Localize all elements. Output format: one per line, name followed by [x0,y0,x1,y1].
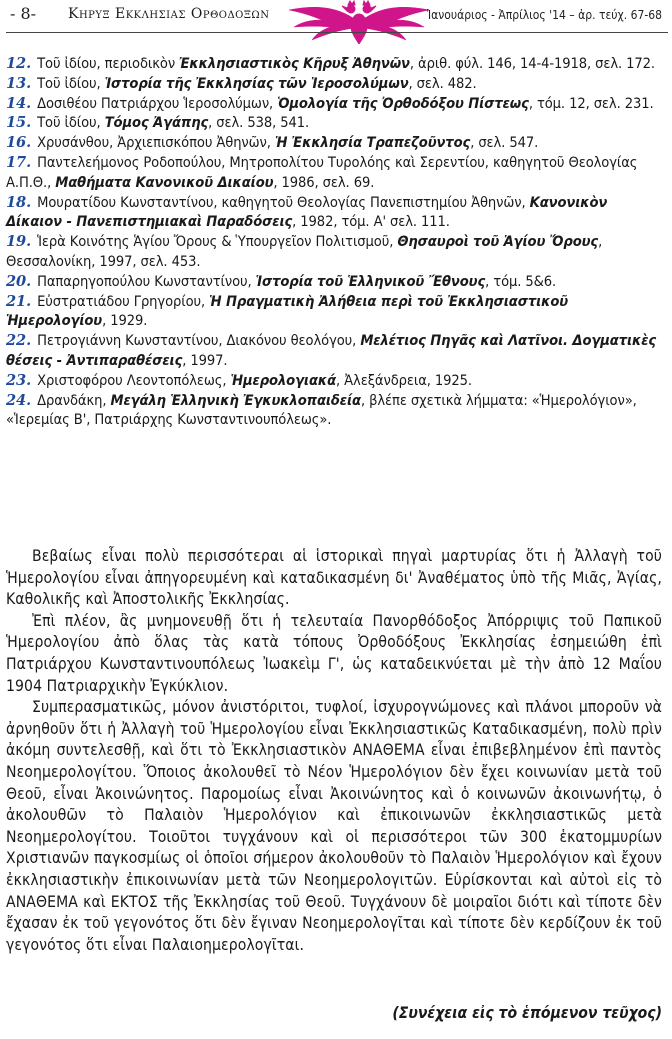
footnote-text: , 1929. [102,312,148,330]
footnote-text: , Θεσσαλονίκη, 1997, σελ. 453. [6,233,603,270]
footnote-number: 17. [6,153,32,171]
page-header [6,0,668,54]
footnote-text: Μουρατίδου Κωνσταντίνου, καθηγητοῦ Θεολογίας Πανεπιστημίου Ἀθηνῶν, [37,193,530,211]
footnote-item [6,54,662,74]
footnote-number: 22. [6,332,32,350]
issue-info: Ἰανουάριος - Ἀπρίλιος '14 – ἀρ. τεύχ. 67-68 [426,8,662,22]
double-headed-eagle-icon [284,0,434,44]
footnote-item [6,391,662,431]
footnote-text: Δρανδάκη, [37,391,111,409]
continued-note: (Συνέχεια εἰς τὸ ἑπόμενον τεῦχος) [392,1004,662,1022]
footnote-text: Χριστοφόρου Λεοντοπόλεως, [37,371,231,389]
footnote-title: Μαθήματα Κανονικοῦ Δικαίου [55,173,274,191]
footnote-text: , 1986, σελ. 69. [273,173,375,191]
footnote-text: , σελ. 538, 541. [208,114,310,132]
footnote-text: Τοῦ ἰδίου, [37,114,105,132]
body-paragraph: Συμπερασματικῶς, μόνον ἀνιστόριτοι, τυφλοί, ἰσχυρογνώμονες καὶ πλάνοι μποροῦν νὰ ἀρνηθοῦν ὅτι ἡ Ἀλλαγὴ τοῦ Ἡμερολογίου εἶναι Ἐκκλησιαστικῶς Καταδικασμένη, πολὺ πρὶν ἀκόμη συντελεσθῇ, καὶ ὅτι τὸ Ἐκκλησιαστικὸν ΑΝΑΘΕΜΑ εἶναι ἐπιβεβλημένον ἐπὶ παντὸς Νεοημερολογίτου. Ὅποιος ἀκολουθεῖ τὸ Νέον Ἡμερολόγιον δὲν ἔχει κοινωνίαν μετὰ τοῦ Θεοῦ, εἶναι Ἀκοινώνητος. Παρομοίως εἶναι Ἀκοινώνητος καὶ ὁ κοινωνῶν ἀκοινωνήτῳ, ὁ ἀκολουθῶν τὸ Παλαιὸν Ἡμερολόγιον καὶ ἐπικοινωνῶν ἐκκλησιαστικῶς μετὰ Νεοημερολογίτου. Τοιοῦτοι τυγχάνουν καὶ οἱ περισσότεροι τῶν 300 ἑκατομμυρίων Χριστιανῶν παγκοσμίως οἱ ὁποῖοι σήμερον ἀκολουθοῦν τὸ Παλαιὸν Ἡμερολόγιον καὶ ἔχουν ἐκκλησιαστικὴν ἐπικοινωνίαν μετὰ τῶν Νεοημερολογιτῶν. Εὑρίσκονται καὶ αὐτοὶ εἰς τὸ ΑΝΑΘΕΜΑ καὶ ΕΚΤΟΣ τῆς Ἐκκλησίας τοῦ Θεοῦ. Τυγχάνουν δὲ μοιραῖοι διότι καὶ τίποτε δὲν ἔχασαν ἐκ τοῦ γεγονότος ὅτι δὲν ἔγιναν Νεοημερολογῖται καὶ τίποτε δὲν κερδίζουν ἐκ τοῦ γεγονότος ὅτι εἶναι Παλαιοημερολογῖται. [6,698,662,954]
footnote-title: Ὁμολογία τῆς Ὀρθοδόξου Πίστεως [277,94,529,112]
footnote-title: Κανονικὸν Δίκαιον - Πανεπιστημιακαὶ Παραδόσεις [6,193,608,231]
footnote-text: Τοῦ ἰδίου, περιοδικὸν [37,55,180,72]
footnote-number: 14. [6,94,32,112]
footnote-number: 16. [6,134,32,152]
footnote-text: , σελ. 547. [470,134,539,152]
footnotes-list [6,54,662,430]
footnote-item [6,94,662,114]
footnote-text: Ἱερὰ Κοινότης Ἁγίου Ὄρους & Ὑπουργεῖον Πολιτισμοῦ, [37,233,398,251]
body-paragraph: Ἐπὶ πλέον, ἂς μνημονευθῇ ὅτι ἡ τελευταία Πανορθόδοξος Ἀπόρριψις τοῦ Παπικοῦ Ἡμερολογίου ἀπὸ ὅλας τὰς κατὰ τόπους Ὀρθοδόξους Ἐκκλησίας ἐσημειώθη ἐπὶ Πατριάρχου Κωνσταντινουπόλεως Ἰωακεὶμ Γ', ὡς καταδεικνύεται μὲ τὴν ἀπὸ 12 Μαΐου 1904 Πατριαρχικὴν Ἐγκύκλιον. [6,611,662,695]
footnote-number: 15. [6,114,32,132]
footnote-text: Δοσιθέου Πατριάρχου Ἱεροσολύμων, [37,94,278,112]
footnote-item [6,232,662,272]
footnote-title: Τόμος Ἀγάπης [104,114,209,132]
footnote-number: 21. [6,292,32,310]
body-paragraph: Βεβαίως εἶναι πολὺ περισσότεραι αἱ ἱστορικαὶ πηγαὶ μαρτυρίας ὅτι ἡ Ἀλλαγὴ τοῦ Ἡμερολογίου εἶναι ἀπηγορευμένη καὶ καταδικασμένη δι' Ἀναθέματος ὑπὸ τῆς Μιᾶς, Ἁγίας, Καθολικῆς καὶ Ἀποστολικῆς Ἐκκλησίας. [6,547,662,609]
footnote-text: , Ἀλεξάνδρεια, 1925. [336,371,472,389]
footnote-item [6,74,662,94]
footnote-item [6,153,662,193]
footnote-number: 18. [6,193,32,211]
footnote-item [6,371,662,391]
footnote-text: , σελ. 482. [408,74,477,92]
footnote-number: 13. [6,74,32,92]
footnote-item [6,331,662,371]
footnote-title: Ἐκκλησιαστικὸς Κῆρυξ Ἀθηνῶν [179,55,410,72]
footnote-number: 23. [6,371,32,389]
footnote-title: Μελέτιος Πηγᾶς καὶ Λατῖνοι. Δογματικὲς θέσεις - Ἀντιπαραθέσεις [6,332,657,369]
footnote-number: 19. [6,233,32,251]
footnote-text: Πετρογιάννη Κωνσταντίνου, Διακόνου θεολόγου, [37,332,361,350]
footnote-text: , 1982, τόμ. Α' σελ. 111. [292,213,450,231]
footnote-text: Εὐστρατιάδου Γρηγορίου, [37,292,210,310]
footnote-text: , τόμ. 5&6. [485,272,557,290]
footnote-text: , ἀριθ. φύλ. 146, 14-4-1918, σελ. 172. [409,55,656,72]
footnote-item [6,272,662,292]
footnote-item [6,133,662,153]
footnote-number: 24. [6,391,32,409]
footnote-title: Ἱστορία τῆς Ἐκκλησίας τῶν Ἱεροσολύμων [104,74,409,92]
footnote-title: Μεγάλη Ἑλληνικὴ Ἐγκυκλοπαιδεία [110,391,361,409]
footnote-number: 12. [6,55,32,72]
footnote-title: Θησαυροὶ τοῦ Ἁγίου Ὄρους [397,233,599,251]
footnote-text: Παπαρηγοπούλου Κωνσταντίνου, [37,272,256,290]
footnote-item [6,113,662,133]
header-divider [6,32,668,33]
journal-title: Κηρυξ Εκκλησιας Ορθοδοξων [68,6,270,22]
footnote-item [6,292,662,332]
page-number: - 8- [10,4,37,23]
footnote-number: 20. [6,272,32,290]
footnote-title: Ἡ Ἐκκλησία Τραπεζοῦντος [274,134,471,152]
footnote-text: Παντελεήμονος Ροδοπούλου, Μητροπολίτου Τυρολόης καὶ Σερεντίου, καθηγητοῦ Θεολογίας Α.Π.Θ., [6,153,638,191]
article-body [6,546,662,956]
footnote-title: Ἱστορία τοῦ Ἑλληνικοῦ Ἔθνους [255,272,486,290]
footnote-title: Ἡ Πραγματικὴ Ἀλήθεια περὶ τοῦ Ἐκκλησιαστικοῦ Ἡμερολογίου [6,292,569,330]
footnote-text: , 1997. [182,351,228,369]
footnote-text: Χρυσάνθου, Ἀρχιεπισκόπου Ἀθηνῶν, [37,134,275,152]
footnote-text: , τόμ. 12, σελ. 231. [528,94,654,112]
footnote-title: Ἡμερολογιακά [230,371,337,389]
footnote-item [6,193,662,233]
footnote-text: Τοῦ ἰδίου, [37,74,105,92]
footnote-text: , βλέπε σχετικὰ λήμματα: «Ἡμερολόγιον», «Ἱερεμίας Β', Πατριάρχης Κωνσταντινουπόλεως». [6,391,637,429]
